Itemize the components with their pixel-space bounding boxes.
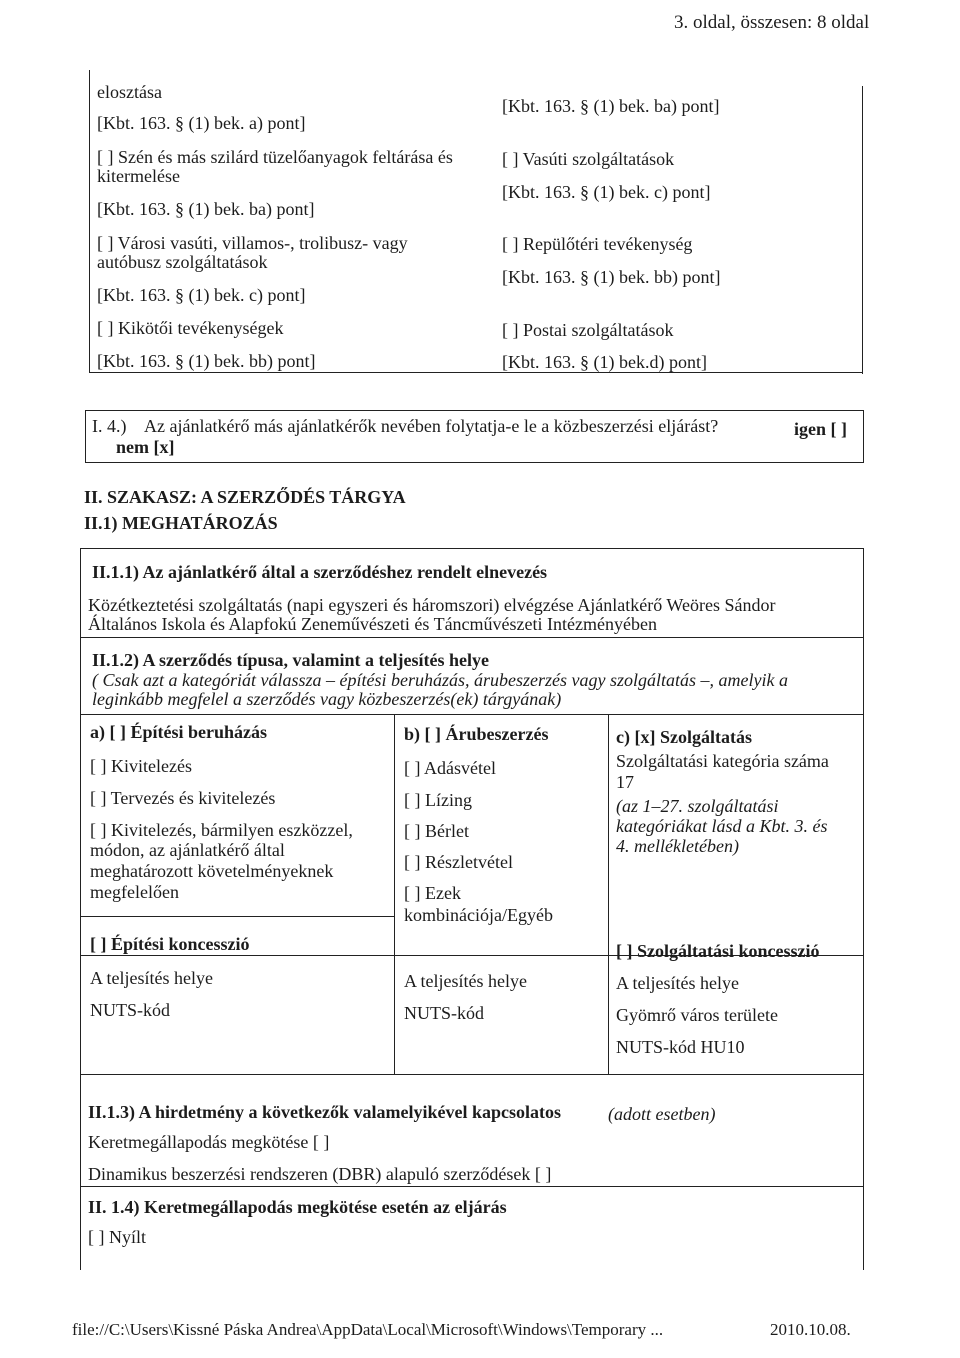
top-right-line-5: [Kbt. 163. § (1) bek. bb) pont] bbox=[502, 267, 721, 287]
col-a-item-4: módon, az ajánlatkérő által bbox=[90, 840, 285, 860]
col-b-item-5: [ ] Ezek bbox=[404, 883, 461, 903]
top-left-line-8: [Kbt. 163. § (1) bek. c) pont] bbox=[97, 285, 306, 305]
s212-note-2: leginkább megfelel a szerződés vagy közbeszerzés(ek) tárgyának) bbox=[92, 689, 562, 709]
col-separator-2 bbox=[608, 714, 609, 1074]
main-top-border bbox=[80, 548, 864, 549]
s214-title: II. 1.4) Keretmegállapodás megkötése esetén az eljárás bbox=[88, 1197, 507, 1217]
col-b-item-4: [ ] Részletvétel bbox=[404, 852, 513, 872]
col-b-place-label: A teljesítés helye bbox=[404, 971, 527, 991]
col-separator-1 bbox=[394, 714, 395, 1074]
col-a-nuts: NUTS-kód bbox=[90, 1000, 170, 1020]
s213-title: II.1.3) A hirdetmény a következők valamelyikével kapcsolatos bbox=[88, 1102, 561, 1122]
top-right-line-3: [Kbt. 163. § (1) bek. c) pont] bbox=[502, 182, 711, 202]
col-a-place-label: A teljesítés helye bbox=[90, 968, 213, 988]
page-info: 3. oldal, összesen: 8 oldal bbox=[674, 12, 870, 33]
s213-line-1: Keretmegállapodás megkötése [ ] bbox=[88, 1132, 330, 1152]
top-right-line-6: [ ] Postai szolgáltatások bbox=[502, 320, 674, 340]
col-a-item-2: [ ] Tervezés és kivitelezés bbox=[90, 788, 276, 808]
col-b-nuts: NUTS-kód bbox=[404, 1003, 484, 1023]
col-c-note-3: 4. mellékletében) bbox=[616, 836, 739, 856]
col-a-rule bbox=[80, 916, 394, 917]
i4-igen: igen [ ] bbox=[794, 419, 847, 439]
col-c-note-1: (az 1–27. szolgáltatási bbox=[616, 796, 779, 816]
s211-line-1: Közétkeztetési szolgáltatás (napi egyszeri és háromszori) elvégzése Ajánlatkérő Weöres Sándor bbox=[88, 595, 776, 615]
top-box-left-border bbox=[89, 70, 90, 372]
divider-s213 bbox=[80, 1186, 864, 1187]
top-left-line-6: [ ] Városi vasúti, villamos-, trolibusz- vagy bbox=[97, 233, 408, 253]
i4-nem: nem [x] bbox=[116, 437, 175, 457]
col-c-concession: [ ] Szolgáltatási koncesszió bbox=[616, 941, 820, 961]
s213-title-note: (adott esetben) bbox=[608, 1104, 716, 1124]
i4-label: I. 4.) bbox=[92, 416, 127, 436]
top-right-line-7: [Kbt. 163. § (1) bek.d) pont] bbox=[502, 352, 707, 372]
col-b-header: b) [ ] Árubeszerzés bbox=[404, 724, 549, 744]
top-left-line-3: [ ] Szén és más szilárd tüzelőanyagok feltárása és bbox=[97, 147, 453, 167]
top-left-line-4: kitermelése bbox=[97, 166, 180, 186]
col-a-concession: [ ] Építési koncesszió bbox=[90, 934, 250, 954]
divider-columns-end bbox=[80, 1074, 864, 1075]
section-title: II. SZAKASZ: A SZERZŐDÉS TÁRGYA bbox=[84, 487, 406, 507]
s212-title: II.1.2) A szerződés típusa, valamint a teljesítés helye bbox=[92, 650, 489, 670]
top-left-line-7: autóbusz szolgáltatások bbox=[97, 252, 268, 272]
top-right-line-2: [ ] Vasúti szolgáltatások bbox=[502, 149, 675, 169]
col-b-item-3: [ ] Bérlet bbox=[404, 821, 469, 841]
col-a-item-1: [ ] Kivitelezés bbox=[90, 756, 192, 776]
top-left-line-10: [Kbt. 163. § (1) bek. bb) pont] bbox=[97, 351, 316, 371]
divider-s211 bbox=[80, 637, 864, 638]
section-subtitle: II.1) MEGHATÁROZÁS bbox=[84, 513, 278, 533]
col-c-category-label: Szolgáltatási kategória száma bbox=[616, 751, 829, 771]
main-right-border bbox=[863, 548, 864, 1270]
col-c-note-2: kategóriákat lásd a Kbt. 3. és bbox=[616, 816, 828, 836]
footer-file-path: file://C:\Users\Kissné Páska Andrea\AppData\Local\Microsoft\Windows\Temporary ... bbox=[72, 1320, 664, 1339]
col-c-header: c) [x] Szolgáltatás bbox=[616, 727, 752, 747]
top-box-bottom-border bbox=[89, 372, 863, 373]
i4-question: Az ajánlatkérő más ajánlatkérők nevében folytatja-e le a közbeszerzési eljárást? bbox=[144, 416, 719, 436]
col-a-item-6: megfelelően bbox=[90, 882, 179, 902]
top-right-line-4: [ ] Repülőtéri tevékenység bbox=[502, 234, 693, 254]
s214-line-1: [ ] Nyílt bbox=[88, 1227, 146, 1247]
col-c-place-value: Gyömrő város területe bbox=[616, 1005, 778, 1025]
top-box-right-border bbox=[862, 86, 863, 374]
col-c-nuts: NUTS-kód HU10 bbox=[616, 1037, 745, 1057]
col-b-item-2: [ ] Lízing bbox=[404, 790, 472, 810]
s212-note-1: ( Csak azt a kategóriát válassza – építési beruházás, árubeszerzés vagy szolgáltatás –, amelyik a bbox=[92, 670, 788, 690]
top-right-line-1: [Kbt. 163. § (1) bek. ba) pont] bbox=[502, 96, 720, 116]
col-c-category-value: 17 bbox=[616, 772, 634, 792]
top-left-line-2: [Kbt. 163. § (1) bek. a) pont] bbox=[97, 113, 306, 133]
main-left-border bbox=[80, 548, 81, 1270]
top-left-line-5: [Kbt. 163. § (1) bek. ba) pont] bbox=[97, 199, 315, 219]
s213-line-2: Dinamikus beszerzési rendszeren (DBR) alapuló szerződések [ ] bbox=[88, 1164, 552, 1184]
top-left-line-9: [ ] Kikötői tevékenységek bbox=[97, 318, 284, 338]
s211-line-2: Általános Iskola és Alapfokú Zeneművészeti és Táncművészeti Intézményében bbox=[88, 614, 657, 634]
s211-title: II.1.1) Az ajánlatkérő által a szerződéshez rendelt elnevezés bbox=[92, 562, 548, 582]
col-b-item-1: [ ] Adásvétel bbox=[404, 758, 496, 778]
col-a-item-5: meghatározott követelményeknek bbox=[90, 861, 334, 881]
top-left-line-1: elosztása bbox=[97, 82, 162, 102]
col-a-header: a) [ ] Építési beruházás bbox=[90, 722, 267, 742]
col-b-item-6: kombinációja/Egyéb bbox=[404, 905, 553, 925]
col-c-place-label: A teljesítés helye bbox=[616, 973, 739, 993]
footer-date: 2010.10.08. bbox=[770, 1320, 851, 1339]
divider-s212 bbox=[80, 714, 864, 715]
col-a-item-3: [ ] Kivitelezés, bármilyen eszközzel, bbox=[90, 820, 353, 840]
